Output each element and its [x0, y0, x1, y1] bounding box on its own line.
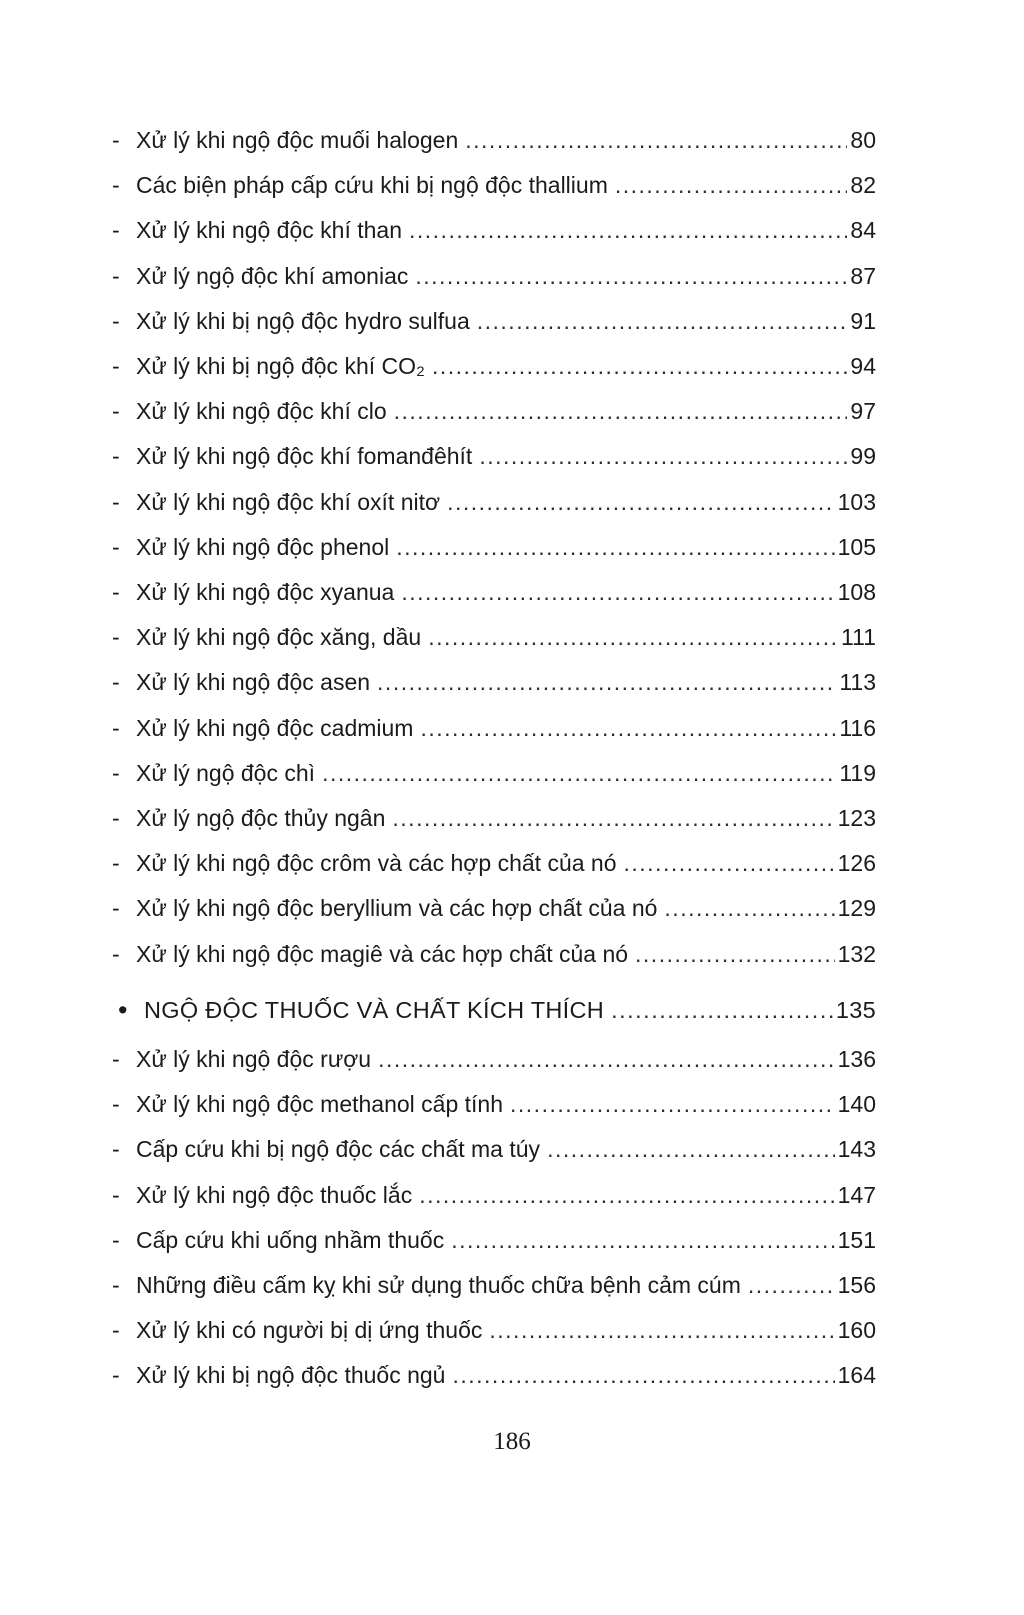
dot-leader: [432, 344, 847, 389]
entry-page-number: 111: [841, 624, 876, 651]
toc-entry: [112, 208, 876, 253]
entry-marker: -: [112, 1046, 120, 1073]
toc-entry: [112, 796, 876, 841]
dot-leader: [447, 480, 835, 525]
entry-marker: -: [112, 1317, 120, 1344]
dot-leader: [465, 118, 847, 163]
toc-entry: [112, 1173, 876, 1218]
entry-page-number: 136: [837, 1046, 876, 1073]
entry-page-number: 103: [837, 488, 876, 515]
toc-entry: [112, 751, 876, 796]
entry-page-number: 143: [837, 1136, 876, 1163]
toc-entry: [112, 299, 876, 344]
entry-marker: -: [112, 217, 120, 244]
entry-page-number: 151: [837, 1226, 876, 1253]
entry-marker: -: [112, 714, 120, 741]
entry-page-number: 119: [839, 759, 876, 786]
entry-label: Xử lý khi ngộ độc crôm và các hợp chất của nó: [136, 850, 617, 877]
entry-label: Xử lý khi bị ngộ độc khí CO₂: [136, 353, 425, 380]
toc-entry: [112, 525, 876, 570]
toc-entry: [112, 434, 876, 479]
toc-entry: [112, 1263, 876, 1308]
toc-entry: [112, 1218, 876, 1263]
entry-label: Xử lý khi ngộ độc khí fomanđêhít: [136, 443, 473, 470]
entry-page-number: 140: [837, 1091, 876, 1118]
entry-marker: -: [112, 172, 120, 199]
dot-leader: [510, 1082, 835, 1127]
toc-entry: [112, 344, 876, 389]
entry-page-number: 156: [837, 1272, 876, 1299]
entry-page-number: 113: [839, 669, 876, 696]
entry-page-number: 87: [850, 262, 876, 289]
entry-page-number: 164: [837, 1362, 876, 1389]
entry-label: Xử lý khi ngộ độc methanol cấp tính: [136, 1091, 504, 1118]
toc-entry: [112, 163, 876, 208]
entry-label: Xử lý khi ngộ độc phenol: [136, 533, 390, 560]
entry-label: Xử lý khi ngộ độc xăng, dầu: [136, 624, 422, 651]
toc-entry: [112, 480, 876, 525]
entry-page-number: 132: [837, 940, 876, 967]
toc-entry: [112, 1308, 876, 1353]
dot-leader: [419, 1173, 834, 1218]
dot-leader: [394, 389, 848, 434]
entry-marker: -: [112, 669, 120, 696]
entry-label: Xử lý khi ngộ độc magiê và các hợp chất của nó: [136, 940, 629, 967]
dot-leader: [624, 841, 835, 886]
entry-label: Xử lý ngộ độc khí amoniac: [136, 262, 409, 289]
entry-page-number: 105: [837, 533, 876, 560]
entry-label: Xử lý khi ngộ độc thuốc lắc: [136, 1181, 413, 1208]
entry-marker: -: [112, 1091, 120, 1118]
entry-label: Xử lý khi có người bị dị ứng thuốc: [136, 1317, 483, 1344]
toc-entry: [112, 886, 876, 931]
entry-label: Cấp cứu khi bị ngộ độc các chất ma túy: [136, 1136, 541, 1163]
toc-entry: [112, 254, 876, 299]
entry-marker: -: [112, 533, 120, 560]
entry-page-number: 129: [837, 895, 876, 922]
dot-leader: [547, 1127, 835, 1172]
entry-marker: -: [112, 1226, 120, 1253]
entry-marker: -: [112, 398, 120, 425]
toc-entry: [118, 987, 876, 1033]
entry-page-number: 82: [850, 172, 876, 199]
entry-label: Xử lý khi ngộ độc khí oxít nitơ: [136, 488, 441, 515]
toc-entry: [112, 1037, 876, 1082]
entry-page-number: 126: [837, 850, 876, 877]
entry-label: NGỘ ĐỘC THUỐC VÀ CHẤT KÍCH THÍCH: [144, 996, 605, 1023]
entry-marker: -: [112, 353, 120, 380]
toc-entry: [112, 660, 876, 705]
entry-page-number: 91: [850, 307, 876, 334]
entry-marker: -: [112, 895, 120, 922]
dot-leader: [392, 796, 834, 841]
toc-entry: [112, 1353, 876, 1398]
dot-leader: [428, 615, 838, 660]
dot-leader: [452, 1353, 834, 1398]
entry-marker: -: [112, 127, 120, 153]
dot-leader: [611, 988, 833, 1033]
toc-entry: [112, 615, 876, 660]
entry-page-number: 108: [837, 579, 876, 606]
dot-leader: [401, 570, 834, 615]
page-number-footer: 186: [493, 1428, 531, 1455]
dot-leader: [420, 706, 836, 751]
dot-leader: [489, 1308, 834, 1353]
dot-leader: [451, 1218, 834, 1263]
entry-marker: -: [112, 443, 120, 470]
dot-leader: [615, 163, 848, 208]
entry-label: Xử lý khi ngộ độc beryllium và các hợp chất của nó: [136, 895, 658, 922]
dot-leader: [664, 886, 834, 931]
entry-marker: -: [112, 307, 120, 334]
entry-page-number: 80: [850, 127, 876, 153]
entry-page-number: 135: [835, 996, 876, 1023]
dot-leader: [396, 525, 834, 570]
entry-label: Xử lý khi ngộ độc cadmium: [136, 714, 414, 741]
dot-leader: [415, 254, 847, 299]
entry-page-number: 97: [850, 398, 876, 425]
entry-marker: -: [112, 805, 120, 832]
entry-label: Xử lý khi bị ngộ độc hydro sulfua: [136, 307, 470, 334]
entry-label: Xử lý khi bị ngộ độc thuốc ngủ: [136, 1362, 446, 1389]
toc-entry: [112, 389, 876, 434]
entry-label: Xử lý khi ngộ độc khí than: [136, 217, 402, 244]
dot-leader: [377, 660, 836, 705]
dot-leader: [322, 751, 836, 796]
entry-marker: -: [112, 1181, 120, 1208]
dot-leader: [477, 299, 848, 344]
entry-label: Xử lý khi ngộ độc khí clo: [136, 398, 387, 425]
toc-entry: [112, 570, 876, 615]
dot-leader: [409, 208, 847, 253]
entry-marker: -: [112, 1136, 120, 1163]
entry-page-number: 147: [837, 1181, 876, 1208]
toc-entry: [112, 118, 876, 163]
entry-label: Xử lý ngộ độc thủy ngân: [136, 805, 386, 832]
entry-label: Cấp cứu khi uống nhầm thuốc: [136, 1226, 445, 1253]
entry-marker: -: [112, 759, 120, 786]
entry-page-number: 99: [850, 443, 876, 470]
dot-leader: [635, 932, 835, 977]
entry-page-number: 84: [850, 217, 876, 244]
entry-page-number: 94: [850, 353, 876, 380]
entry-marker: -: [112, 262, 120, 289]
entry-label: Xử lý khi ngộ độc rượu: [136, 1046, 372, 1073]
entry-label: Xử lý ngộ độc chì: [136, 759, 316, 786]
entry-marker: -: [112, 850, 120, 877]
entry-page-number: 116: [839, 714, 876, 741]
dot-leader: [479, 434, 847, 479]
entry-marker: -: [112, 1362, 120, 1389]
entry-label: Những điều cấm kỵ khi sử dụng thuốc chữa bệnh cảm cúm: [136, 1272, 741, 1299]
entry-marker: -: [112, 940, 120, 967]
entry-page-number: 123: [837, 805, 876, 832]
entry-marker: -: [112, 624, 120, 651]
entry-marker: -: [112, 488, 120, 515]
toc-entry: [112, 1082, 876, 1127]
toc-entry: [112, 932, 876, 977]
entry-label: Các biện pháp cấp cứu khi bị ngộ độc thallium: [136, 172, 608, 199]
toc-list: [112, 118, 876, 1399]
entry-label: Xử lý khi ngộ độc xyanua: [136, 579, 395, 606]
entry-marker: -: [112, 1272, 120, 1299]
entry-label: Xử lý khi ngộ độc muối halogen: [136, 127, 459, 153]
dot-leader: [748, 1263, 835, 1308]
entry-label: Xử lý khi ngộ độc asen: [136, 669, 371, 696]
dot-leader: [378, 1037, 835, 1082]
entry-marker: -: [112, 579, 120, 606]
toc-entry: [112, 706, 876, 751]
entry-page-number: 160: [837, 1317, 876, 1344]
toc-entry: [112, 841, 876, 886]
entry-marker: •: [118, 994, 128, 1025]
toc-entry: [112, 1127, 876, 1172]
